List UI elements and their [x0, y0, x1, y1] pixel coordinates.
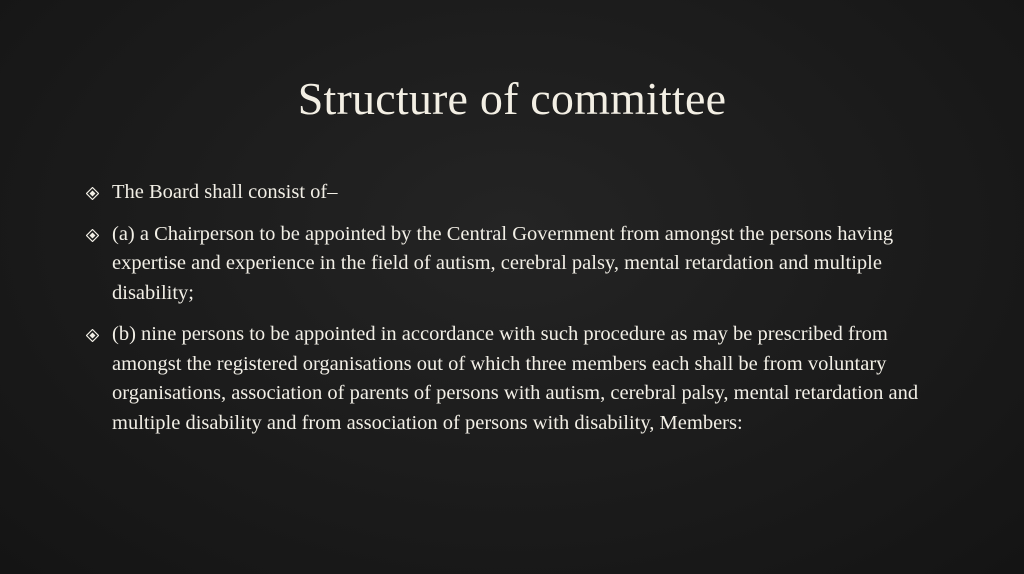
- bullet-text: (a) a Chairperson to be appointed by the Central Government from amongst the persons having expertise and experience in the field of autism, cerebral palsy, mental retardation and multiple disability;: [112, 222, 894, 304]
- bullet-list: [86, 178, 936, 450]
- diamond-bullet-icon: [86, 187, 99, 200]
- diamond-bullet-icon: [86, 229, 99, 242]
- bullet-text: (b) nine persons to be appointed in accordance with such procedure as may be prescribed from amongst the registered organisations out of which three members each shall be from voluntary organisations, association of parents of persons with autism, cerebral palsy, mental retardation and multiple disability and from association of persons with disability, Members:: [112, 323, 919, 434]
- slide-title: Structure of committee: [297, 73, 727, 124]
- bullet-item-nine-persons: [86, 320, 936, 438]
- bullet-item-chairperson: [86, 220, 936, 309]
- bullet-text: The Board shall consist of–: [112, 181, 338, 203]
- diamond-bullet-icon: [86, 329, 99, 342]
- bullet-item-consist: [86, 178, 936, 208]
